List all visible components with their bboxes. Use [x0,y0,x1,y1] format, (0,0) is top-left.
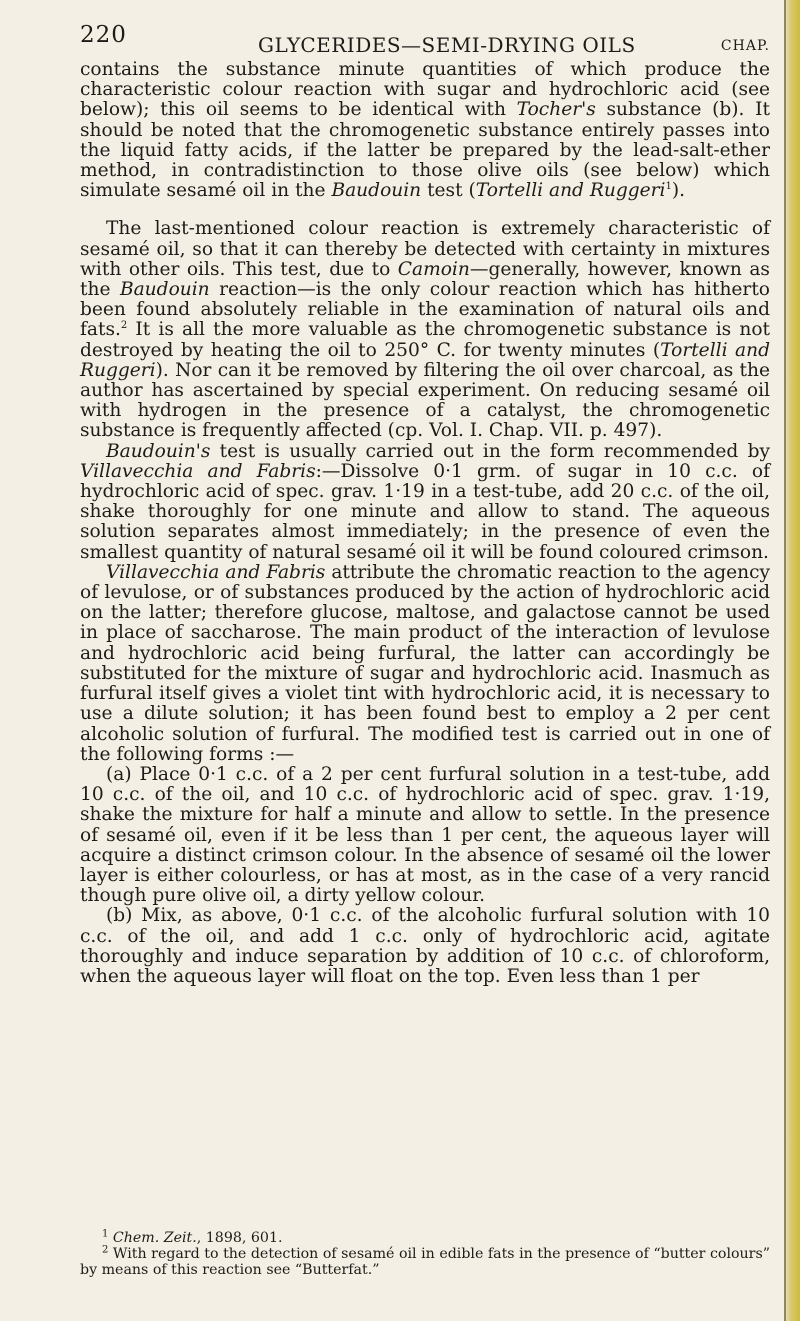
footnote-ref-2: 2 [120,320,128,332]
page-number: 220 [80,22,127,48]
running-title: GLYCERIDES—SEMI-DRYING OILS [258,33,636,57]
paragraph-4: Villavecchia and Fabris attribute the chromatic reaction to the agency of levulose, or of substances produced by the action of hydrochloric acid on the latter; therefore glucose, maltose, and galactose cannot be used in place of saccharose. The main product of the interaction of levulose and hydrochloric acid being furfural, the latter can accordingly be substituted for the mixture of sugar and hydrochloric acid. Inasmuch as furfural itself gives a violet tint with hydrochloric acid, it is necessary to use a dilute solution; it has been found best to employ a 2 per cent alcoholic solution of furfural. The modified test is carried out in one of the following forms :— [80,561,770,765]
footnote-ref-1: 1 [665,181,672,193]
paragraph-3: Baudouin's test is usually carried out in the form recommended by Villavecchia and Fabris:—Dissolve 0·1 grm. of sugar in 10 c.c. of hydrochloric acid of spec. grav. 1·19 in a test-tube, add 20 c.c. of the oil, shake thoroughly for one minute and allow to stand. The aqueous solution separates almost immediately; in the presence of even the smallest quantity of natural sesamé oil it will be found coloured crimson. [80,440,770,563]
footnotes [80,1230,770,1278]
paragraph-2: The last-mentioned colour reaction is extremely characteristic of sesamé oil, so that it can thereby be detected with certainty in mixtures with other oils. This test, due to Camoin—generally, however, known as the Baudouin reaction—is the only colour reaction which has hitherto been found absolutely reliable in the examination of natural oils and fats.$^2$ It is all the more valuable as the chromogenetic substance is not destroyed by heating the oil to 250° C. for twenty minutes (Tortelli and Ruggeri). Nor can it be removed by filtering the oil over charcoal, as the author has ascertained by special experiment. On reducing sesamé oil with hydrogen in the presence of a catalyst, the chromogenetic substance is frequently affected (cp. Vol. I. Chap. VII. p. 497). [80,218,770,442]
chapter-label: CHAP. [720,38,770,54]
footnote-2: $^2$ With regard to the detection of sesamé oil in edible fats in the presence of “butter colours” by means of this reaction see “Butterfat.” [80,1244,770,1278]
paragraph-6: (b) Mix, as above, 0·1 c.c. of the alcoholic furfural solution with 10 c.c. of the oil, and add 1 c.c. only of hydrochloric acid, agitate thoroughly and induce separation by addition of 10 c.c. of chloroform, when the aqueous layer will float on the top. Even less than 1 per [80,905,770,987]
body-text [80,60,770,987]
page-edge-line [784,0,786,1321]
paragraph-5: (a) Place 0·1 c.c. of a 2 per cent furfural solution in a test-tube, add 10 c.c. of the oil, and 10 c.c. of hydrochloric acid of spec. grav. 1·19, shake the mixture for half a minute and allow to settle. In the presence of sesamé oil, even if it be less than 1 per cent, the aqueous layer will acquire a distinct crimson colour. In the absence of sesamé oil the lower layer is either colourless, or has at most, as in the case of a very rancid though pure olive oil, a dirty yellow colour. [80,763,770,907]
footnote-1: $^1$ Chem. Zeit., 1898, 601. [102,1228,283,1246]
page-header [80,22,770,62]
page-edge-binding [784,0,800,1321]
paragraph-1: contains the substance minute quantities of which produce the characteristic colour reaction with sugar and hydrochloric acid (see below); this oil seems to be identical with Tocher's substance (b). It should be noted that the chromogenetic substance entirely passes into the liquid fatty acids, if the latter be prepared by the lead-salt-ether method, in contradistinction to those olive oils (see below) which simulate sesamé oil in the Baudouin test (Tortelli and Ruggeri$^1$). [80,59,770,202]
